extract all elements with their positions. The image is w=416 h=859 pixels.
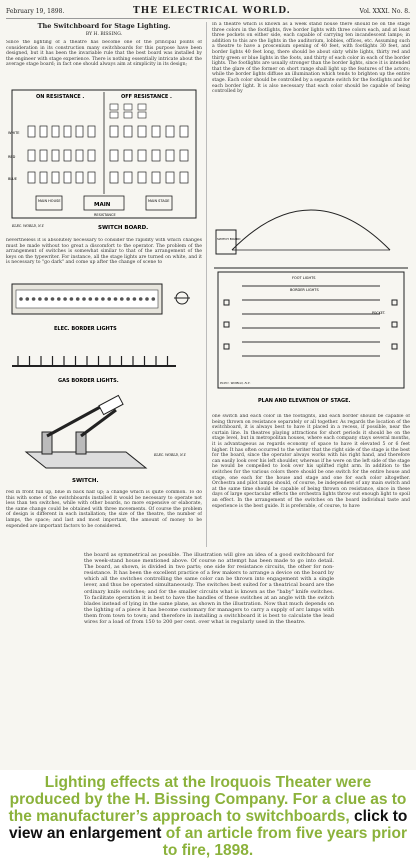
switch-icon xyxy=(138,126,146,137)
switch-icon xyxy=(166,150,174,161)
stage-caption: PLAN AND ELEVATION OF STAGE. xyxy=(258,398,351,404)
switch-icon xyxy=(166,126,174,137)
lamp-icon xyxy=(114,297,118,301)
switch-icon xyxy=(76,172,83,183)
column-1-mid-text: nevertheless it is absolutely necessary to consider the rapidity with which changes must be made without too great a discomfort to the operator. The problem of the arrangement of switches is somewhat similar to that of the arrangement of the keys on the typewriter. For instance, all the stage lights are turned on white, and it is necessary to "go dark" and come up after the change of scene to xyxy=(6,238,202,266)
pilot-switch-icon xyxy=(110,104,118,110)
switch-icon xyxy=(152,150,160,161)
switch-icon xyxy=(28,172,35,183)
column-1-top-text: Since the lighting of a theatre has become one of the principal points of consideration in its construction many switchboards for this purpose have been designed, but it has been the invariable rule that the best board was installed by the engineer with stage experience. There is nothing essentially intricate about the average stage board; in fact one should always aim at simplicity in its design; xyxy=(6,40,202,68)
switchboard-caption: SWITCH BOARD. xyxy=(98,225,149,231)
lamp-icon xyxy=(133,297,137,301)
knife-switch-figure xyxy=(6,392,202,488)
pilot-switch-icon xyxy=(124,112,132,118)
elec-border-lights-figure xyxy=(6,278,202,340)
masthead: THE ELECTRICAL WORLD. xyxy=(133,6,291,16)
lamp-icon xyxy=(26,297,30,301)
switch-icon xyxy=(110,126,118,137)
switch-icon xyxy=(152,126,160,137)
main-house-label: MAIN HOUSE xyxy=(38,199,61,203)
page-header xyxy=(6,4,410,19)
enlargement-link[interactable]: click to view an enlargement xyxy=(9,808,408,842)
lamp-icon xyxy=(57,297,61,301)
column-2-bottom-text: one switch and each color in the footlights, and each border should be capable of being thrown on resistance separately or all together. As regards the location of the switchboard, it is always best to have it placed in a recess, if possible, near the curtain line. In theatres playing attractions for short periods it should be on the stage level, but in metropolitan houses, where each company stays several months, it is advantageous as regards economy of space to have it elevated 5 or 6 feet higher. It has often occurred to the writer that the right side of the stage is the best for the board, since the operator always works with his right hand, and therefore can easily look over his left shoulder, whereas if he were on the left side of the stage he would be compelled to look over his uplifted right arm. In addition to the switches for the various colors there should be one switch for the entire house and stage, one each for the house and stage and one for each color altogether. Orchestra and pilot lamps should, of course, be independent of any main switch and at the same time should be capable of being thrown on resistance, since in these days of large spectacular effects the orchestra lights throw out enough light to spoil an effect. In the arrangement of the switches on the board individual taste and experience is the best guide. It is preferable, of course, to have xyxy=(212,414,410,509)
lamp-icon xyxy=(70,297,74,301)
pocket-icon xyxy=(224,344,229,349)
switch-credit: ELEC. WORLD, N.Y. xyxy=(154,453,187,457)
switch-icon xyxy=(76,126,83,137)
pilot-switch-icon xyxy=(124,104,132,110)
lamp-icon xyxy=(139,297,143,301)
border-lights-label: BORDER LIGHTS xyxy=(290,288,319,292)
switch-icon xyxy=(64,172,71,183)
switch-icon xyxy=(88,172,95,183)
pilot-switch-icon xyxy=(110,112,118,118)
switch-icon xyxy=(110,150,118,161)
switch-caption: SWITCH. xyxy=(72,478,99,484)
lamp-icon xyxy=(126,297,130,301)
switch-icon xyxy=(28,126,35,137)
main-stage-label: MAIN STAGE xyxy=(148,199,170,203)
stage-switch-board-label: SWITCH BOARD xyxy=(217,237,241,241)
stage-border-lines xyxy=(242,286,380,356)
header-date: February 19, 1898. xyxy=(6,7,65,15)
switch-icon xyxy=(28,150,35,161)
resistance-label: RESISTANCE xyxy=(94,213,116,217)
lamp-icon xyxy=(89,297,93,301)
switch-icon xyxy=(64,150,71,161)
pocket-icon xyxy=(224,300,229,305)
article-byline: BY H. BISSING. xyxy=(85,32,123,37)
header-volume: Vol. XXXI. No. 8. xyxy=(359,7,410,15)
lamp-icon xyxy=(82,297,86,301)
image-caption xyxy=(0,770,416,859)
switch-icon xyxy=(52,172,59,183)
lamp-icon xyxy=(152,297,156,301)
switchboard-credit: ELEC. WORLD, N.Y. xyxy=(12,224,45,228)
switch-icon xyxy=(40,126,47,137)
stage-credit: ELEC. WORLD, N.Y. xyxy=(220,381,251,385)
lamp-icon xyxy=(32,297,36,301)
caption-intro: Lighting effects at the Iroquois Theater were produced by the H. Bissing Company. For a clue as to the manufacturer’s approach to switchboards, xyxy=(8,774,407,825)
gas-border-caption: GAS BORDER LIGHTS. xyxy=(58,378,119,384)
switch-icon xyxy=(52,126,59,137)
main-label: MAIN xyxy=(94,202,111,208)
lamp-icon xyxy=(101,297,105,301)
column-3-text: the board as symmetrical as possible. The illustration will give an idea of a good switchboard for the week-stand house mentioned above. Of course no attempt has been made to go into detail. The board, as shown, is divided in two parts; one side for resistance circuits, the other for non-resistance. It has been the excellent practice of a few makers to arrange a device on the board by which all the switches controlling the same color can be thrown into engagement with a single lever, and thus be operated simultaneously. The switches best suited for a theatrical board are the ordinary knife switches; and for the smaller circuits what is known as the "baby" knife switches. To facilitate operation it is best to have the handles of these switches at an angle with the switch blades instead of lying in the same plane, as shown in the illustration. Now that much depends on the lighting of a piece it has become customary for managers to carry a supply of arc lamps with them from town to town; and therefore in installing a switchboard it is best to calculate the lead wires for a load of from 150 to 200 per cent. over what is regularly used in the theatre. xyxy=(84,552,334,626)
lamp-icon xyxy=(120,297,124,301)
switch-icon xyxy=(152,172,160,183)
lamp-icon xyxy=(76,297,80,301)
row-label-white: WHITE xyxy=(8,131,20,135)
gas-jet-row xyxy=(18,356,168,366)
pocket-icon xyxy=(224,322,229,327)
switch-icon xyxy=(110,172,118,183)
pocket-label: POCKET. xyxy=(372,311,386,315)
article-title: The Switchboard for Stage Lighting. xyxy=(37,22,171,30)
switch-icon xyxy=(180,126,188,137)
switch-icon xyxy=(64,126,71,137)
column-1-bottom-text: red in front full up, blue in back half up; a change which is quite common. To do this with some of the switchboards installed it would be necessary to operate not less than ten switches, while with other boards, no more expensive or elaborate, the same change could be obtained with three movements. Of course the problem of design is different in each installation; the size of the theatre, the number of lamps, the space; and last and most important, the amount of money to be expended are important factors to be considered. xyxy=(6,490,202,529)
switch-icon xyxy=(52,150,59,161)
pilot-switch-icon xyxy=(138,112,146,118)
switch-icon xyxy=(138,150,146,161)
lamp-icon xyxy=(38,297,42,301)
lamp-icon xyxy=(44,297,48,301)
switch-icon xyxy=(180,172,188,183)
caption-outro: of an article from five years prior to fire, 1898. xyxy=(162,825,407,859)
elec-border-caption: ELEC. BORDER LIGHTS xyxy=(54,326,117,332)
switch-icon xyxy=(124,172,132,183)
column-2-top-text: In a theatre which is known as a week stand house there should be on the stage three colors in the footlights, five border lights with three colors each, and at least three pockets on either side, each capable of carrying ten incandescent lamps; in addition to this are the lights in the auditorium, lobbies, offices, etc. Assuming such a theatre to have a proscenium opening of 40 feet, with footlights 30 feet, and border lights 40 feet long, there should be about sixty white lights, thirty red and thirty green or blue lights in the foots, and thirty of each color in each of the border lights. The footlights are usually stronger than the border lights, since it is intended that the glare of the former on short range shall light up the features of the actors; while the border lights diffuse an illumination which tends to brighten up the entire stage. Each color should be controlled by a separate switch for the footlights and for each border light. It is also necessary that each color should be capable of being controlled by xyxy=(212,22,410,95)
pocket-icon xyxy=(392,344,397,349)
stage-plan-figure xyxy=(212,160,410,410)
switch-icon xyxy=(40,172,47,183)
lamp-icon xyxy=(95,297,99,301)
switch-icon xyxy=(180,150,188,161)
switch-icon xyxy=(88,126,95,137)
switchboard-figure xyxy=(6,86,202,236)
lamp-icon xyxy=(107,297,111,301)
row-label-red: RED xyxy=(8,155,16,159)
on-resistance-label: ON RESISTANCE . xyxy=(36,94,85,100)
switch-icon xyxy=(124,126,132,137)
lamp-icon xyxy=(145,297,149,301)
gas-border-lights-figure xyxy=(6,344,202,388)
pocket-icon xyxy=(392,300,397,305)
lamp-icon xyxy=(19,297,23,301)
column-rule xyxy=(206,22,207,547)
lamp-icon xyxy=(63,297,67,301)
switch-grid xyxy=(28,104,188,183)
pilot-switch-icon xyxy=(138,104,146,110)
switch-icon xyxy=(138,172,146,183)
switch-icon xyxy=(76,150,83,161)
off-resistance-label: OFF RESISTANCE . xyxy=(121,94,172,100)
switch-icon xyxy=(166,172,174,183)
pocket-icon xyxy=(392,322,397,327)
lamp-icon xyxy=(51,297,55,301)
switch-icon xyxy=(124,150,132,161)
switch-icon xyxy=(88,150,95,161)
row-label-blue: BLUE xyxy=(8,177,17,181)
footlights-label: FOOT LIGHTS xyxy=(292,276,316,280)
switch-icon xyxy=(40,150,47,161)
